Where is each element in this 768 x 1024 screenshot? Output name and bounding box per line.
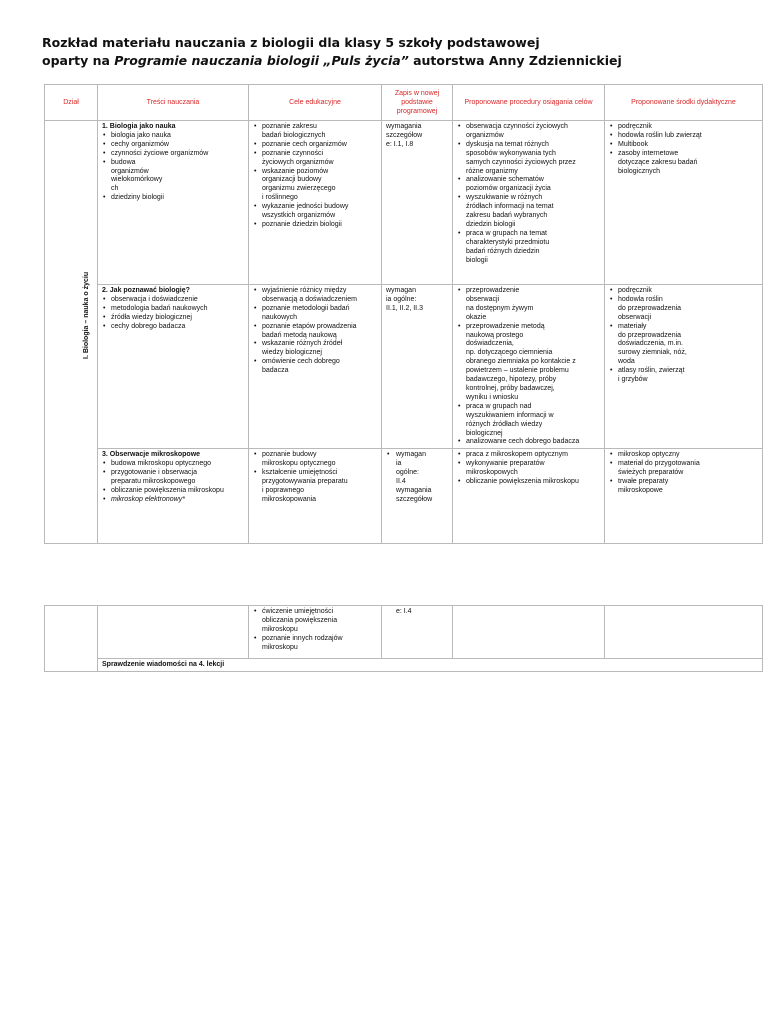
list-item: • Multibook [609, 141, 758, 150]
list-item: • poznanie etapów prowadzenia badań metodą naukową [253, 323, 377, 341]
list-item: • wykazanie jedności budowy wszystkich organizmów [253, 203, 377, 221]
dzial-cell [45, 121, 98, 544]
list-item: • mikroskop optyczny [609, 451, 758, 460]
topic-list [102, 296, 244, 332]
topic-cell [98, 449, 249, 544]
list-item: • podręcznik [609, 287, 758, 296]
list-item: • dziedziny biologii [102, 194, 244, 203]
list-item: • praca w grupach nad wyszukiwaniem informacji w różnych źródłach wiedzy biologicznej [457, 403, 600, 439]
procedures-cell [453, 121, 605, 285]
title-line-1: Rozkład materiału nauczania z biologii dla klasy 5 szkoły podstawowej [42, 35, 540, 50]
list-item: • obliczanie powiększenia mikroskopu [457, 478, 600, 487]
header-cele: Cele edukacyjne [249, 85, 382, 121]
goals-list [253, 287, 377, 376]
list-item: • wykonywanie preparatów mikroskopowych [457, 460, 600, 478]
procedures-list [457, 451, 600, 487]
list-item: • cechy dobrego badacza [102, 323, 244, 332]
topic-cell [98, 285, 249, 449]
list-item: • dyskusja na temat różnych sposobów wykonywania tych samych czynności życiowych przez różne organizmy [457, 141, 600, 177]
document-title [42, 34, 742, 70]
syllabus-table [44, 84, 763, 544]
list-item: • wymagan ia ogólne: II.4 wymagania szczegółow [386, 451, 448, 504]
procedures-cell [453, 606, 605, 659]
list-item: • praca w grupach na temat charakterystyki przedmiotu badań różnych dziedzin biologii [457, 230, 600, 266]
topic-cell [98, 121, 249, 285]
list-item: • hodowla roślin do przeprowadzenia obserwacji [609, 296, 758, 323]
summary-text: Sprawdzenie wiadomości na 4. lekcji [98, 659, 763, 672]
curriculum-cell [382, 449, 453, 544]
topic-list [102, 132, 244, 203]
list-item: • materiały do przeprowadzenia doświadczenia, m.in. surowy ziemniak, nóż, woda [609, 323, 758, 368]
list-item: • podręcznik [609, 123, 758, 132]
procedures-list [457, 123, 600, 266]
goals-cell [249, 449, 382, 544]
header-zapis: Zapis w nowej podstawie programowej [382, 85, 453, 121]
list-item: • analizowanie schematów poziomów organizacji życia [457, 176, 600, 194]
resources-cell [605, 121, 763, 285]
list-item: • metodologia badań naukowych [102, 305, 244, 314]
header-tresci: Treści nauczania [98, 85, 249, 121]
table-row [45, 449, 763, 544]
list-item: • przeprowadzenie metodą naukową prostego doświadczenia, np. dotyczącego ciemnienia obranego ziemniaka po kontakcie z powietrzem – ustalenie problemu badawczego, hipotezy, próby kontrolnej, próby badawczej, wyniku i wniosku [457, 323, 600, 403]
list-item: • materiał do przygotowania świeżych preparatów [609, 460, 758, 478]
dzial-label: I. Biologia – nauka o życiu [83, 271, 90, 359]
list-item: • obserwacja i doświadczenie [102, 296, 244, 305]
list-item: • przygotowanie i obserwacja preparatu mikroskopowego [102, 469, 244, 487]
curriculum-text: wymagania szczegółow e: I.1, I.8 [386, 123, 423, 148]
topic-title: 2. Jak poznawać biologię? [102, 287, 190, 294]
curriculum-cell [382, 285, 453, 449]
list-item: • kształcenie umiejętności przygotowywania preparatu i poprawnego mikroskopowania [253, 469, 377, 505]
list-item: • mikroskop elektronowy* [102, 496, 244, 505]
list-item: • poznanie innych rodzajów mikroskopu [253, 635, 377, 653]
list-item: • poznanie cech organizmów [253, 141, 377, 150]
list-item: • omówienie cech dobrego badacza [253, 358, 377, 376]
table-row [45, 121, 763, 285]
goals-cell [249, 121, 382, 285]
list-item: • obliczanie powiększenia mikroskopu [102, 487, 244, 496]
resources-cell [605, 449, 763, 544]
list-item: • wskazanie poziomów organizacji budowy organizmu zwierzęcego i roślinnego [253, 168, 377, 204]
list-item: • poznanie czynności życiowych organizmów [253, 150, 377, 168]
resources-cell [605, 285, 763, 449]
list-item: • budowa mikroskopu optycznego [102, 460, 244, 469]
table-header-row [45, 85, 763, 121]
list-item: • ćwiczenie umiejętności obliczania powiększenia mikroskopu [253, 608, 377, 635]
header-procedury: Proponowane procedury osiągania celów [453, 85, 605, 121]
table-row [45, 285, 763, 449]
list-item: • hodowla roślin lub zwierząt [609, 132, 758, 141]
list-item: • przeprowadzenie obserwacji na dostępnym żywym okazie [457, 287, 600, 323]
list-item: • obserwacja czynności życiowych organizmów [457, 123, 600, 141]
list-item: • budowa organizmów wielokomórkowy ch [102, 159, 244, 195]
list-item: • biologia jako nauka [102, 132, 244, 141]
header-srodki: Proponowane środki dydaktyczne [605, 85, 763, 121]
summary-row [45, 659, 763, 672]
goals-list [253, 608, 377, 653]
procedures-list [457, 287, 600, 447]
list-item: • poznanie zakresu badań biologicznych [253, 123, 377, 141]
topic-cell [98, 606, 249, 659]
goals-cell [249, 285, 382, 449]
resources-list [609, 123, 758, 176]
topic-title: 1. Biologia jako nauka [102, 123, 176, 130]
resources-cell [605, 606, 763, 659]
resources-list [609, 451, 758, 496]
list-item: • czynności życiowe organizmów [102, 150, 244, 159]
curriculum-cell [382, 606, 453, 659]
curriculum-list [386, 451, 448, 504]
goals-list [253, 451, 377, 504]
title-line-2: oparty na Programie nauczania biologii „Puls życia” autorstwa Anny Zdziennickiej [42, 53, 622, 68]
list-item: • źródła wiedzy biologicznej [102, 314, 244, 323]
curriculum-text: e: I.4 [396, 608, 412, 615]
list-item: • poznanie dziedzin biologii [253, 221, 377, 230]
resources-list [609, 287, 758, 385]
procedures-cell [453, 449, 605, 544]
list-item: • analizowanie cech dobrego badacza [457, 438, 600, 447]
curriculum-text: wymagan ia ogólne: II.1, II.2, II.3 [386, 287, 423, 312]
list-item: • atlasy roślin, zwierząt i grzybów [609, 367, 758, 385]
list-item: • zasoby internetowe dotyczące zakresu badań biologicznych [609, 150, 758, 177]
list-item: • wyjaśnienie różnicy między obserwacją a doświadczeniem [253, 287, 377, 305]
table-row [45, 606, 763, 659]
list-item: • cechy organizmów [102, 141, 244, 150]
topic-title: 3. Obserwacje mikroskopowe [102, 451, 201, 459]
curriculum-cell [382, 121, 453, 285]
procedures-cell [453, 285, 605, 449]
list-item: • praca z mikroskopem optycznym [457, 451, 600, 460]
syllabus-table-continued [44, 605, 763, 672]
goals-cell [249, 606, 382, 659]
list-item: • poznanie metodologii badań naukowych [253, 305, 377, 323]
list-item: • poznanie budowy mikroskopu optycznego [253, 451, 377, 469]
topic-list [102, 460, 244, 505]
list-item: • wyszukiwanie w różnych źródłach informacji na temat zakresu badań wybranych dziedzin biologii [457, 194, 600, 230]
list-item: • trwałe preparaty mikroskopowe [609, 478, 758, 496]
dzial-cell [45, 606, 98, 672]
header-dzial: Dział [45, 85, 98, 121]
list-item: • wskazanie różnych źródeł wiedzy biologicznej [253, 340, 377, 358]
goals-list [253, 123, 377, 230]
